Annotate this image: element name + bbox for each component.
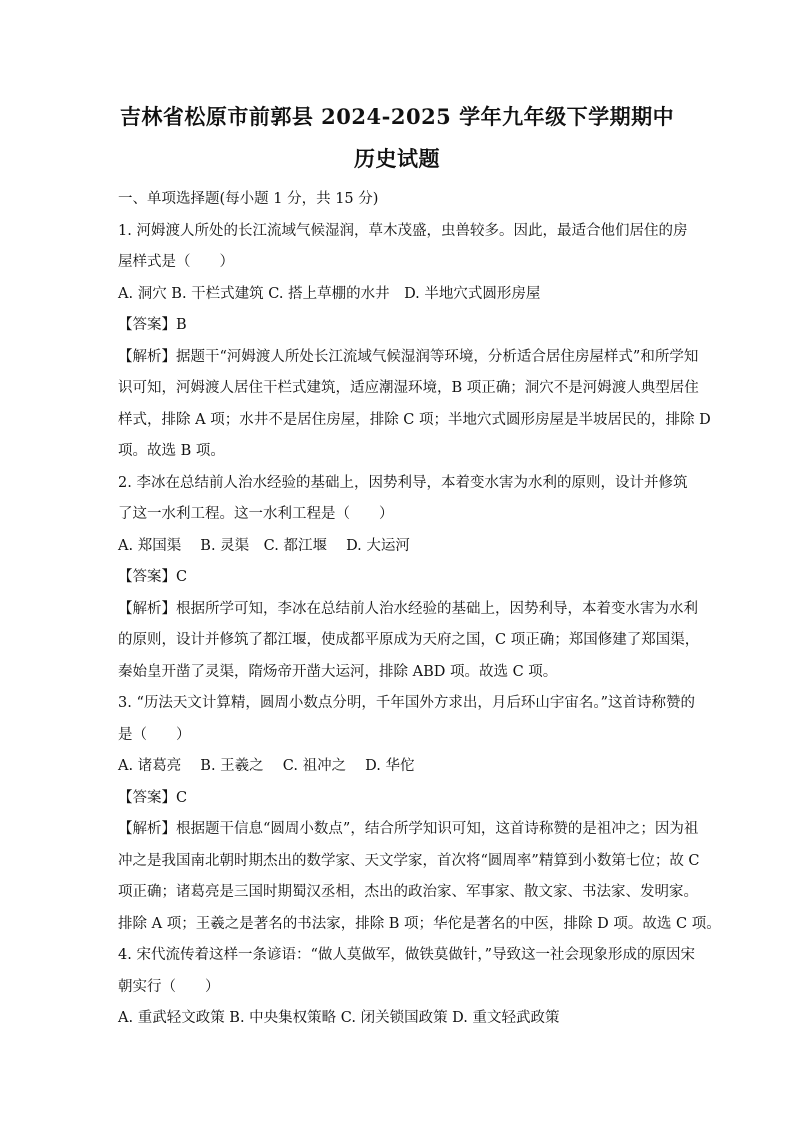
question-options: A. 诸葛亮 B. 王羲之 C. 祖冲之 D. 华佗 (118, 758, 415, 774)
analysis-line: 秦始皇开凿了灵渠，隋炀帝开凿大运河，排除 ABD 项。故选 C 项。 (118, 663, 558, 680)
question-1 (118, 216, 711, 468)
question-stem-line: 是（ ） (118, 726, 191, 743)
analysis-line: 项。故选 B 项。 (118, 443, 225, 459)
analysis-line: 样式，排除 A 项；水井不是居住房屋，排除 C 项；半地穴式圆形房屋是半坡居民的，排除 D (118, 411, 711, 428)
question-stem-line: 朝实行（ ） (118, 978, 220, 995)
question-options: A. 洞穴 B. 干栏式建筑 C. 搭上草棚的水井 D. 半地穴式圆形房屋 (118, 285, 541, 302)
answer-label: 【答案】C (118, 569, 188, 585)
question-2 (118, 468, 700, 689)
question-stem-line: 了这一水利工程。这一水利工程是（ ） (118, 506, 394, 522)
question-stem-line: 屋样式是（ ） (118, 254, 234, 270)
question-stem-line: 3. “历法天文计算精，圆周小数点分明，千年国外方求出，月后环山宇宙名。”这首诗称赞的 (118, 695, 696, 711)
analysis-line: 的原则，设计并修筑了都江堰，使成都平原成为天府之国，C 项正确；郑国修建了郑国渠， (118, 632, 700, 648)
analysis-line: 识可知，河姆渡人居住干栏式建筑，适应潮湿环境，B 项正确；洞穴不是河姆渡人典型居住 (118, 380, 699, 396)
question-stem-line: 2. 李冰在总结前人治水经验的基础上，因势利导，本着变水害为水利的原则，设计并修筑 (118, 474, 688, 491)
analysis-line: 项正确；诸葛亮是三国时期蜀汉丞相，杰出的政治家、军事家、散文家、书法家、发明家。 (118, 884, 698, 900)
analysis-line: 排除 A 项；王羲之是著名的书法家，排除 B 项；华佗是著名的中医，排除 D 项。故选 C 项。 (118, 915, 721, 932)
question-stem-line: 4. 宋代流传着这样一条谚语：“做人莫做军，做铁莫做针，”导致这一社会现象形成的原因宋 (118, 947, 696, 963)
document-subtitle: 历史试题 (354, 146, 440, 171)
document-title: 吉林省松原市前郭县 2024-2025 学年九年级下学期期中 (119, 104, 675, 129)
analysis-line: 【解析】根据所学可知，李冰在总结前人治水经验的基础上，因势利导，本着变水害为水利 (118, 600, 698, 617)
section-heading: 一、单项选择题(每小题 1 分，共 15 分) (118, 191, 379, 207)
question-3 (118, 688, 721, 940)
analysis-line: 冲之是我国南北朝时期杰出的数学家、天文学家，首次将“圆周率”精算到小数第七位；故 C (118, 852, 700, 869)
analysis-line: 【解析】据题干“河姆渡人所处长江流域气候湿润等环境，分析适合居住房屋样式”和所学知 (118, 348, 699, 365)
question-options: A. 郑国渠 B. 灵渠 C. 都江堰 D. 大运河 (118, 537, 410, 554)
question-4 (118, 940, 696, 1035)
question-options: A. 重武轻文政策 B. 中央集权策略 C. 闭关锁国政策 D. 重文轻武政策 (118, 1010, 560, 1026)
answer-label: 【答案】C (118, 789, 188, 806)
analysis-line: 【解析】根据题干信息“圆周小数点”，结合所学知识可知，这首诗称赞的是祖冲之；因为祖 (118, 821, 699, 837)
question-stem-line: 1. 河姆渡人所处的长江流域气候湿润，草木茂盛，虫兽较多。因此，最适合他们居住的房 (118, 222, 688, 239)
answer-label: 【答案】B (118, 317, 187, 333)
